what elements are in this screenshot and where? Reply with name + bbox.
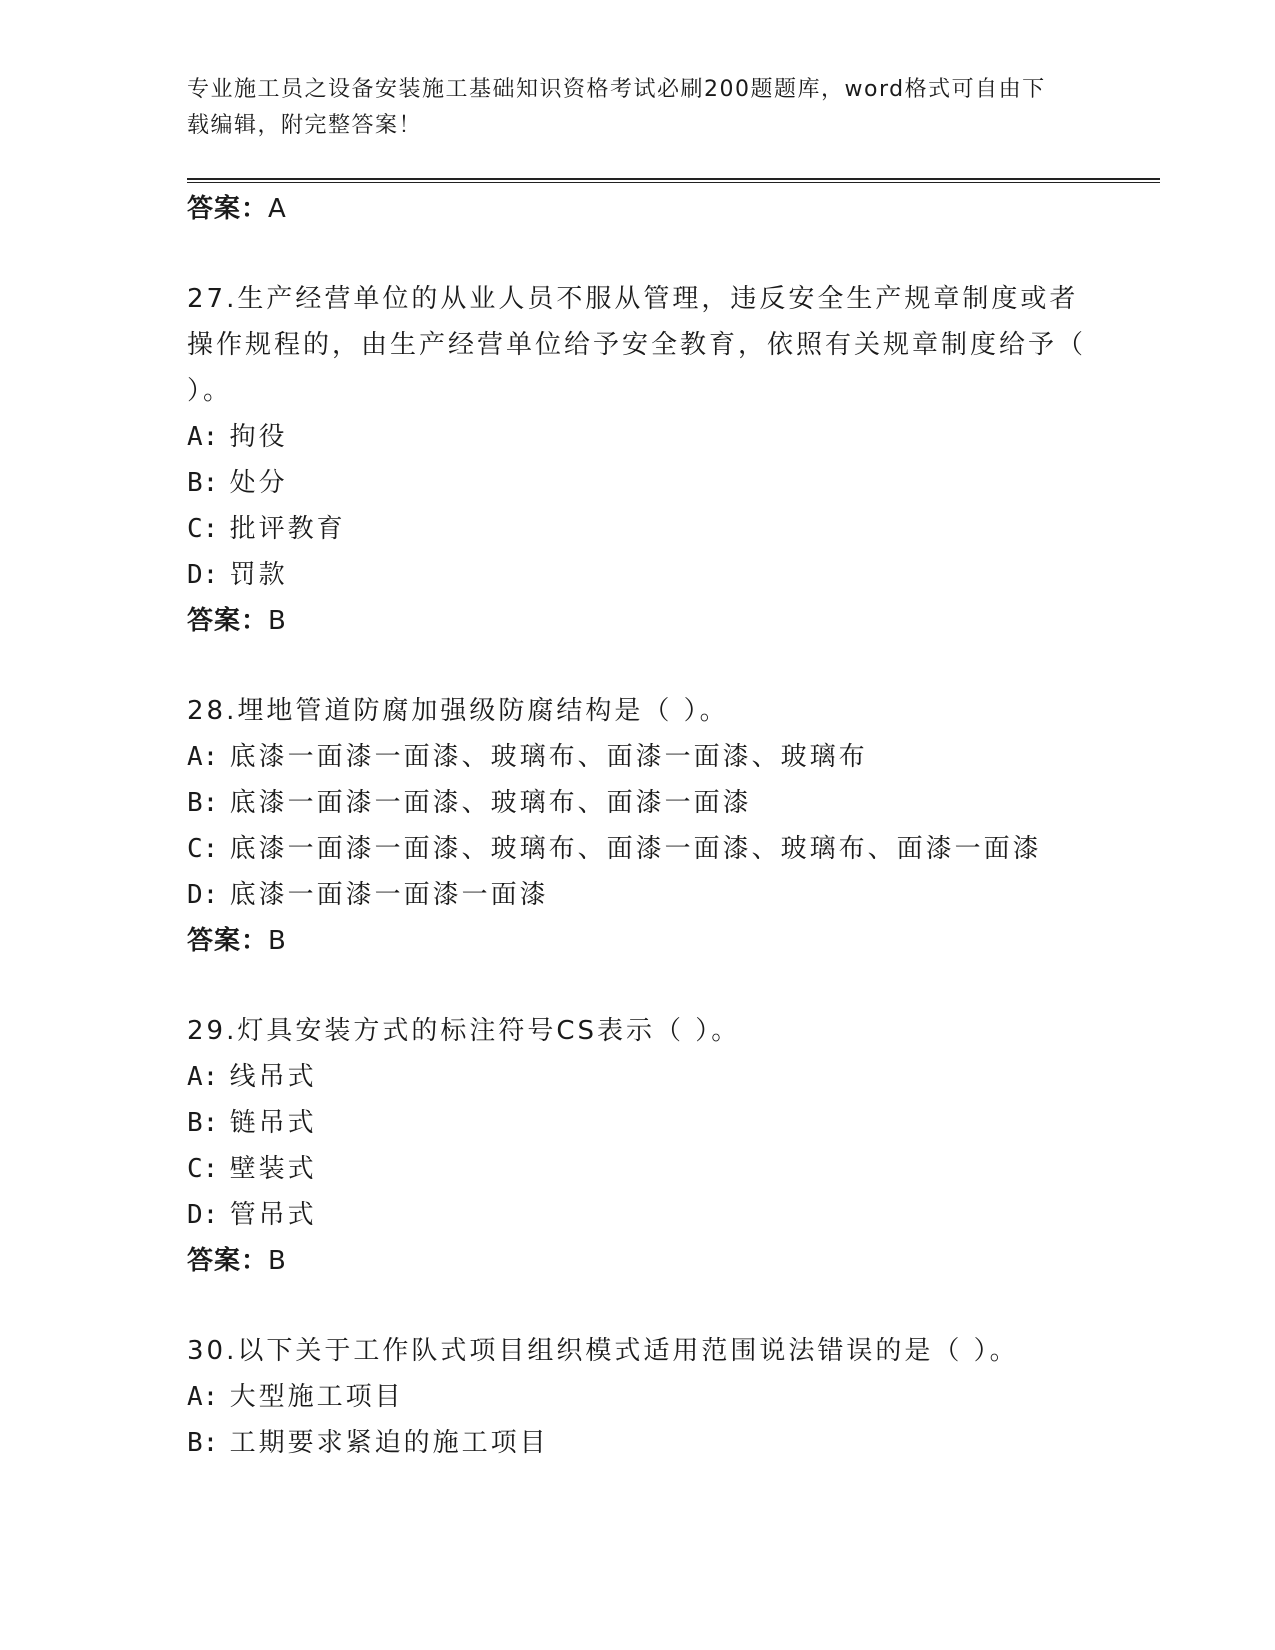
answer-value: B (268, 1246, 287, 1276)
header-rule-thick (187, 178, 1160, 180)
answer-line (187, 186, 1087, 232)
option-d (187, 872, 1087, 918)
answer-line (187, 598, 1087, 644)
option-letter: D: (187, 1200, 219, 1230)
option-letter: A: (187, 1062, 219, 1092)
option-a (187, 1374, 1087, 1420)
answer-label: 答案： (187, 1246, 269, 1276)
option-c (187, 506, 1087, 552)
question-29 (187, 1008, 1087, 1284)
answer-label: 答案： (187, 606, 269, 636)
header-rule-thin (187, 182, 1160, 183)
question-text: 27.生产经营单位的从业人员不服从管理，违反安全生产规章制度或者操作规程的，由生产经营单位给予安全教育，依照有关规章制度给予（ ）。 (187, 284, 1087, 406)
question-text: 29.灯具安装方式的标注符号CS表示（ ）。 (187, 1016, 741, 1046)
document-header: 专业施工员之设备安装施工基础知识资格考试必刷200题题库，word格式可自由下载编辑，附完整答案！ (187, 77, 1046, 138)
option-letter: B: (187, 1428, 219, 1458)
answer-label: 答案： (187, 194, 269, 224)
option-text: 底漆一面漆一面漆、玻璃布、面漆一面漆、玻璃布 (229, 742, 868, 772)
option-a (187, 1054, 1087, 1100)
option-text: 管吊式 (229, 1200, 317, 1230)
option-text: 底漆一面漆一面漆、玻璃布、面漆一面漆 (229, 788, 752, 818)
answer-value: B (268, 606, 287, 636)
option-letter: C: (187, 514, 219, 544)
question-28 (187, 688, 1087, 964)
option-letter: A: (187, 1382, 219, 1412)
option-a (187, 414, 1087, 460)
option-letter: A: (187, 422, 219, 452)
option-b (187, 1420, 1087, 1466)
option-text: 线吊式 (229, 1062, 317, 1092)
answer-label: 答案： (187, 926, 269, 956)
option-text: 底漆一面漆一面漆、玻璃布、面漆一面漆、玻璃布、面漆一面漆 (229, 834, 1042, 864)
option-text: 底漆一面漆一面漆一面漆 (229, 880, 549, 910)
option-text: 工期要求紧迫的施工项目 (229, 1428, 549, 1458)
option-a (187, 734, 1087, 780)
option-letter: C: (187, 834, 219, 864)
option-d (187, 1192, 1087, 1238)
option-text: 大型施工项目 (229, 1382, 404, 1412)
option-text: 处分 (229, 468, 288, 498)
option-text: 链吊式 (229, 1108, 317, 1138)
question-30 (187, 1328, 1087, 1466)
option-c (187, 826, 1087, 872)
option-d (187, 552, 1087, 598)
option-text: 批评教育 (229, 514, 346, 544)
answer-line (187, 918, 1087, 964)
option-letter: A: (187, 742, 219, 772)
option-text: 罚款 (229, 560, 288, 590)
question-text: 28.埋地管道防腐加强级防腐结构是（ ）。 (187, 696, 729, 726)
option-text: 拘役 (229, 422, 288, 452)
question-27 (187, 276, 1087, 644)
answer-value: A (268, 194, 287, 224)
document-body (187, 186, 1087, 1466)
answer-value: B (268, 926, 287, 956)
option-letter: D: (187, 880, 219, 910)
option-letter: B: (187, 788, 219, 818)
question-text: 30.以下关于工作队式项目组织模式适用范围说法错误的是（ ）。 (187, 1336, 1019, 1366)
option-letter: B: (187, 468, 219, 498)
option-b (187, 460, 1087, 506)
option-b (187, 1100, 1087, 1146)
option-letter: D: (187, 560, 219, 590)
answer-line (187, 1238, 1087, 1284)
option-letter: B: (187, 1108, 219, 1138)
option-b (187, 780, 1087, 826)
option-text: 壁装式 (229, 1154, 317, 1184)
option-c (187, 1146, 1087, 1192)
option-letter: C: (187, 1154, 219, 1184)
